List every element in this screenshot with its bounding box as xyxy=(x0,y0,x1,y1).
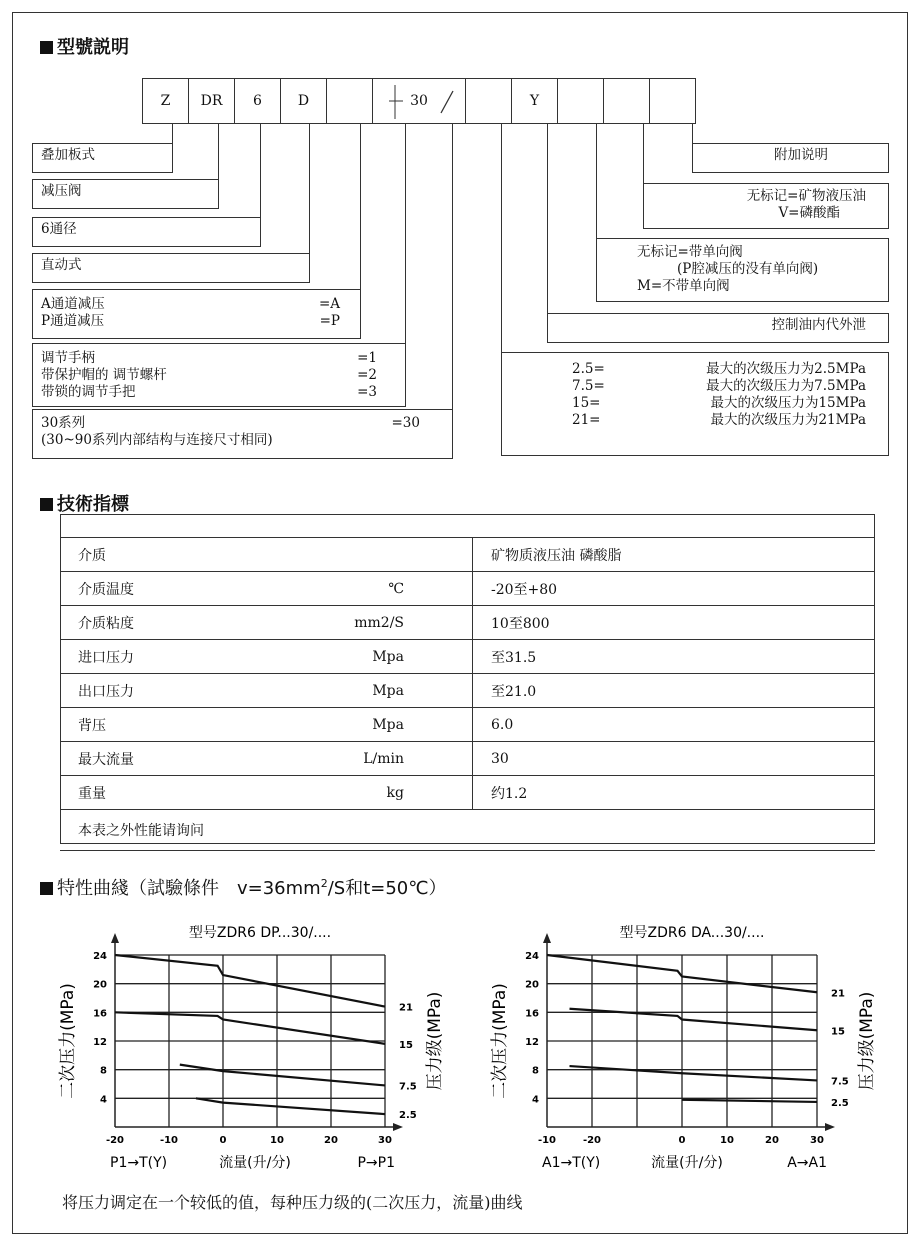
x-label-left: P1→T(Y) xyxy=(110,1155,168,1171)
connector-line xyxy=(360,124,361,290)
label-extra: 附加说明 xyxy=(692,143,889,173)
y2-axis-label: 压力级(MPa) xyxy=(857,991,877,1091)
connector-line xyxy=(692,124,693,144)
chart-title: 型号ZDR6 DP...30/.... xyxy=(188,925,332,941)
chart-dp xyxy=(30,915,470,1180)
bullet-square-icon xyxy=(40,882,53,895)
series-line-7.5 xyxy=(570,1066,818,1080)
code-cell xyxy=(326,78,373,124)
table-footer-row: 本表之外性能请询问 xyxy=(60,810,875,851)
y2-tick-label: 21 xyxy=(831,988,845,1000)
code-cell xyxy=(557,78,604,124)
code-cell xyxy=(649,78,696,124)
x-label-left: A1→T(Y) xyxy=(542,1155,601,1171)
y-axis-arrow-icon xyxy=(543,933,551,943)
label-channel: A通道减压 =A P通道减压 =P xyxy=(32,289,361,339)
chart-title: 型号ZDR6 DA...30/.... xyxy=(619,925,765,941)
x-label-right: P→P1 xyxy=(357,1155,395,1171)
y-tick-label: 4 xyxy=(532,1094,539,1106)
label-adjustment: 调节手柄 =1 带保护帽的 调节螺杆 =2 带锁的调节手把 =3 xyxy=(32,343,406,407)
x-tick-label: -10 xyxy=(159,1135,179,1146)
series-line-15 xyxy=(115,1012,385,1044)
x-tick-label: 20 xyxy=(765,1135,779,1146)
x-tick-label: 10 xyxy=(720,1135,734,1146)
x-label-mid: 流量(升/分) xyxy=(651,1155,723,1171)
series-line-21 xyxy=(115,955,385,1007)
y-axis-label: 二次压力(MPa) xyxy=(58,983,78,1099)
x-tick-label: 0 xyxy=(678,1135,686,1146)
y2-tick-label: 7.5 xyxy=(399,1081,417,1093)
spec-table xyxy=(60,514,875,851)
code-cell xyxy=(603,78,650,124)
bullet-square-icon xyxy=(40,498,53,511)
connector-line xyxy=(501,124,502,352)
section-title-tech: 技術指標 xyxy=(40,490,129,516)
x-tick-label: 30 xyxy=(378,1135,392,1146)
x-tick-label: 0 xyxy=(219,1135,227,1146)
code-cell xyxy=(465,78,512,124)
label-direct-acting: 直动式 xyxy=(32,253,310,283)
series-line-7.5 xyxy=(180,1065,385,1086)
table-row: 介质粘度 mm2/S 10至800 xyxy=(60,606,875,640)
table-row: 进口压力 Mpa 至31.5 xyxy=(60,640,875,674)
y2-tick-label: 15 xyxy=(399,1039,413,1051)
series-line-2.5 xyxy=(196,1098,385,1114)
slash-mark xyxy=(373,79,467,125)
code-cell: Y xyxy=(511,78,558,124)
x-axis-arrow-icon xyxy=(393,1123,403,1131)
table-row: 介质温度 ℃ -20至+80 xyxy=(60,572,875,606)
y2-axis-label: 压力级(MPa) xyxy=(425,991,445,1091)
y2-tick-label: 2.5 xyxy=(399,1110,417,1122)
y-tick-label: 8 xyxy=(100,1065,107,1077)
code-cell: DR xyxy=(188,78,235,124)
connector-line xyxy=(452,124,453,410)
code-cell-series: 30 xyxy=(372,78,466,124)
series-line-2.5 xyxy=(682,1100,817,1102)
x-tick-label: -10 xyxy=(537,1135,557,1146)
table-row: 介质 矿物质液压油 磷酸脂 xyxy=(60,538,875,572)
label-series: 30系列 =30 (30~90系列内部结构与连接尺寸相同) xyxy=(32,409,453,459)
connector-line xyxy=(596,124,597,238)
code-cell: 6 xyxy=(234,78,281,124)
connector-line xyxy=(260,124,261,218)
y-tick-label: 8 xyxy=(532,1065,539,1077)
x-label-right: A→A1 xyxy=(787,1155,827,1171)
label-stack-type: 叠加板式 xyxy=(32,143,173,173)
y-tick-label: 24 xyxy=(525,951,539,962)
section-title-curves: 特性曲綫（試驗條件 $v=36mm^2/S$和t=50℃） xyxy=(40,874,446,900)
y-tick-label: 12 xyxy=(93,1037,107,1048)
label-size: 6通径 xyxy=(32,217,261,247)
chart-da xyxy=(462,915,902,1180)
connector-line xyxy=(643,124,644,184)
section-title-model: 型號説明 xyxy=(40,33,129,59)
y-tick-label: 16 xyxy=(525,1008,539,1020)
y-tick-label: 12 xyxy=(525,1037,539,1048)
model-code-row xyxy=(143,78,696,124)
y2-tick-label: 21 xyxy=(399,1002,413,1014)
x-tick-label: -20 xyxy=(105,1135,125,1146)
code-cell: D xyxy=(280,78,327,124)
label-check-valve: 无标记=带单向阀 (P腔减压的没有单向阀) M=不带单向阀 xyxy=(596,238,889,302)
y2-tick-label: 15 xyxy=(831,1026,845,1038)
x-tick-label: 30 xyxy=(810,1135,824,1146)
label-pressure-levels: 2.5= 最大的次级压力为2.5MPa 7.5= 最大的次级压力为7.5MPa 15= 最大的次级压力为15MPa 21= 最大的次级压力为21MPa xyxy=(501,352,889,456)
table-row: 背压 Mpa 6.0 xyxy=(60,708,875,742)
y-tick-label: 20 xyxy=(93,979,107,991)
y-tick-label: 20 xyxy=(525,979,539,991)
x-tick-label: 20 xyxy=(324,1135,338,1146)
y-tick-label: 24 xyxy=(93,951,107,962)
code-cell: Z xyxy=(142,78,189,124)
connector-line xyxy=(405,124,406,344)
x-label-mid: 流量(升/分) xyxy=(219,1155,291,1171)
connector-line xyxy=(218,124,219,180)
x-tick-label: 10 xyxy=(270,1135,284,1146)
y2-tick-label: 7.5 xyxy=(831,1076,849,1088)
table-row: 出口压力 Mpa 至21.0 xyxy=(60,674,875,708)
label-reducing-valve: 减压阀 xyxy=(32,179,219,209)
x-axis-arrow-icon xyxy=(825,1123,835,1131)
y2-tick-label: 2.5 xyxy=(831,1097,849,1109)
y-tick-label: 4 xyxy=(100,1094,107,1106)
label-drain: 控制油内代外泄 xyxy=(547,313,889,343)
y-axis-arrow-icon xyxy=(111,933,119,943)
connector-line xyxy=(172,124,173,144)
x-tick-label: -20 xyxy=(582,1135,602,1146)
bullet-square-icon xyxy=(40,41,53,54)
table-header-row xyxy=(60,515,875,538)
y-axis-label: 二次压力(MPa) xyxy=(490,983,510,1099)
table-row: 重量 kg 约1.2 xyxy=(60,776,875,810)
curves-caption: 将压力调定在一个较低的值，每种压力级的(二次压力，流量)曲线 xyxy=(62,1193,523,1212)
y-tick-label: 16 xyxy=(93,1008,107,1020)
label-seal: 无标记=矿物液压油 V=磷酸酯 xyxy=(643,183,889,229)
connector-line xyxy=(547,124,548,314)
table-row: 最大流量 L/min 30 xyxy=(60,742,875,776)
connector-line xyxy=(309,124,310,254)
